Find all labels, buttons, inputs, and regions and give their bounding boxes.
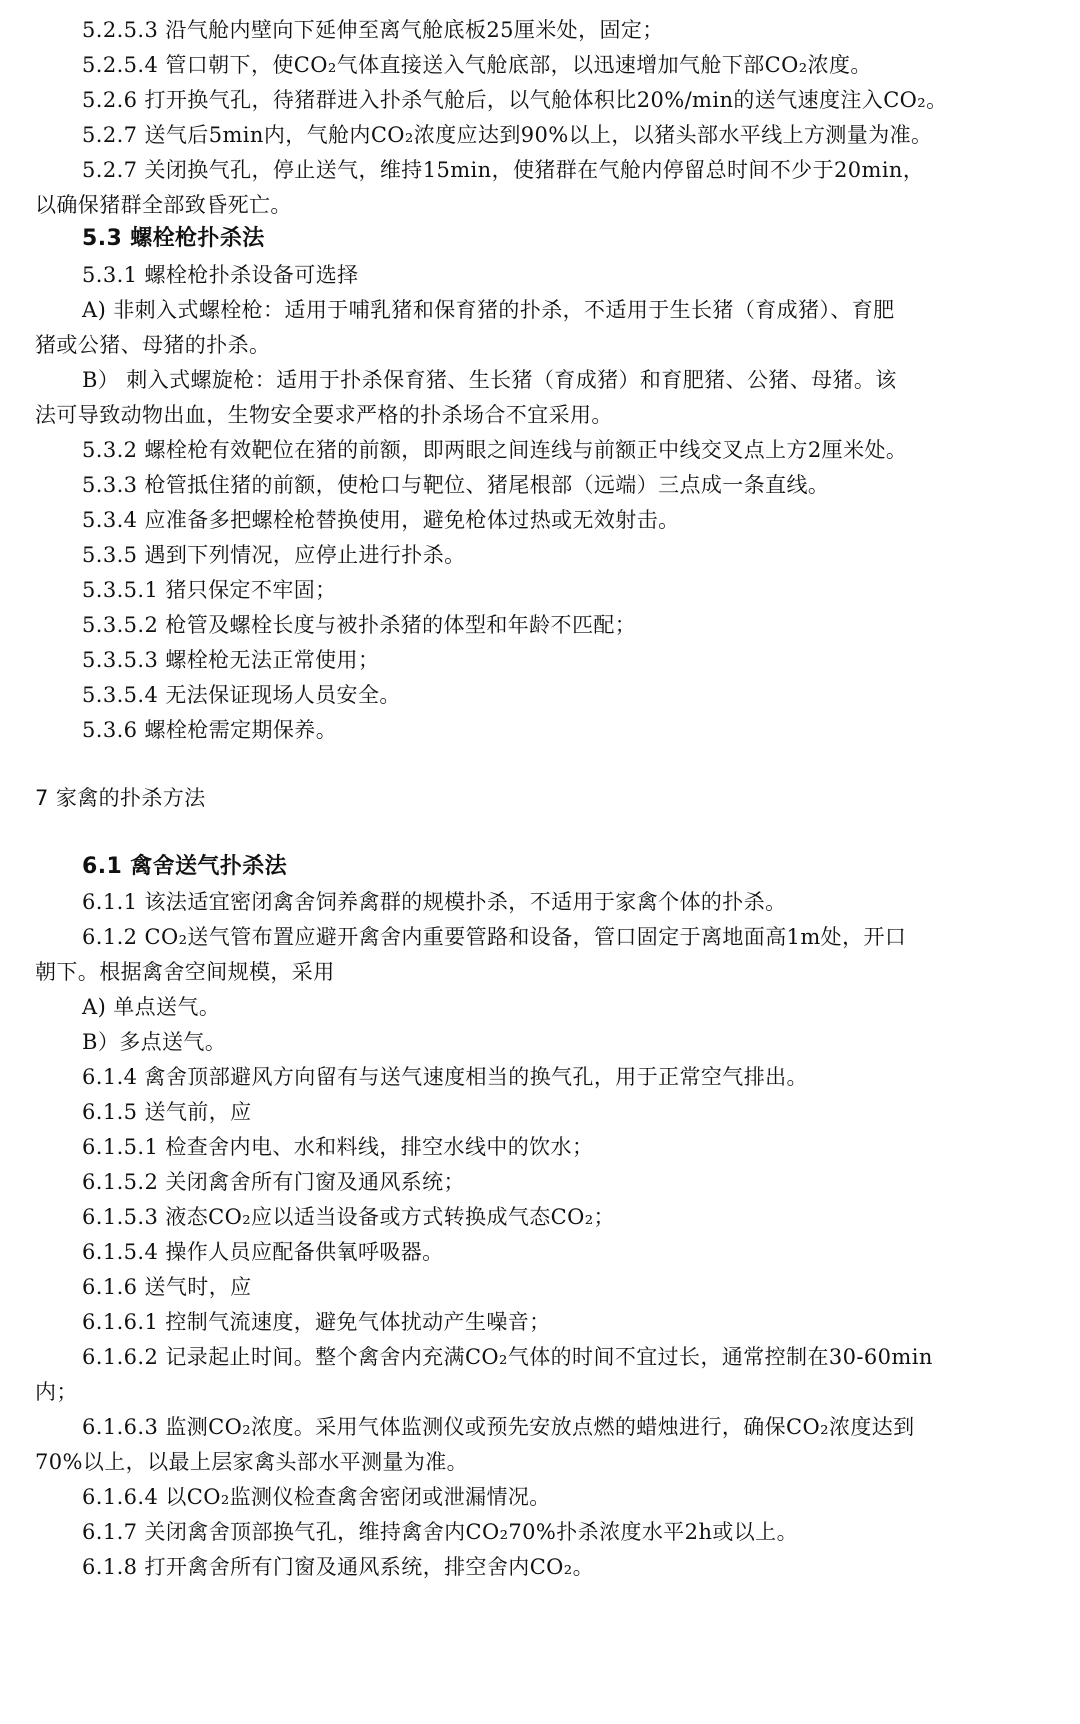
clause-6-1-2-a: A) 单点送气。 [82,995,221,1019]
clause-5-3-5-4: 5.3.5.4 无法保证现场人员安全。 [82,683,401,707]
clause-5-3-4: 5.3.4 应准备多把螺栓枪替换使用，避免枪体过热或无效射击。 [82,508,680,532]
clause-5-3-1-a-continuation: 猪或公猪、母猪的扑杀。 [35,333,271,357]
clause-6-1-5-2: 6.1.5.2 关闭禽舍所有门窗及通风系统； [82,1170,465,1194]
clause-6-1-8: 6.1.8 打开禽舍所有门窗及通风系统，排空舍内CO₂。 [82,1555,595,1579]
clause-5-3-1-a: A) 非刺入式螺栓枪：适用于哺乳猪和保育猪的扑杀，不适用于生长猪（育成猪）、育肥 [82,298,895,322]
clause-6-1-6-2: 6.1.6.2 记录起止时间。整个禽舍内充满CO₂气体的时间不宜过长，通常控制在30-60min [82,1345,933,1369]
clause-5-3-1-b: B） 刺入式螺旋枪：适用于扑杀保育猪、生长猪（育成猪）和育肥猪、公猪、母猪。该 [82,368,897,392]
clause-6-1-6-3: 6.1.6.3 监测CO₂浓度。采用气体监测仪或预先安放点燃的蜡烛进行，确保CO₂浓度达到 [82,1415,915,1439]
clause-5-3-3: 5.3.3 枪管抵住猪的前额，使枪口与靶位、猪尾根部（远端）三点成一条直线。 [82,473,830,497]
clause-5-3-5: 5.3.5 遇到下列情况，应停止进行扑杀。 [82,543,466,567]
chapter-heading-7: 7 家禽的扑杀方法 [35,786,206,810]
clause-6-1-5: 6.1.5 送气前，应 [82,1100,252,1124]
clause-6-1-2-b: B）多点送气。 [82,1030,227,1054]
clause-6-1-2-continuation: 朝下。根据禽舍空间规模，采用 [35,960,335,984]
clause-5-2-6: 5.2.6 打开换气孔，待猪群进入扑杀气舱后，以气舱体积比20%/min的送气速度注入CO₂。 [82,88,948,112]
section-heading-6-1: 6.1 禽舍送气扑杀法 [82,854,288,879]
clause-6-1-6-1: 6.1.6.1 控制气流速度，避免气体扰动产生噪音； [82,1310,551,1334]
clause-5-2-5-4: 5.2.5.4 管口朝下，使CO₂气体直接送入气舱底部，以迅速增加气舱下部CO₂浓度。 [82,53,872,77]
clause-5-3-1: 5.3.1 螺栓枪扑杀设备可选择 [82,263,359,287]
clause-5-3-2: 5.3.2 螺栓枪有效靶位在猪的前额，即两眼之间连线与前额正中线交叉点上方2厘米处。 [82,438,908,462]
clause-6-1-5-4: 6.1.5.4 操作人员应配备供氧呼吸器。 [82,1240,444,1264]
clause-5-3-1-b-continuation: 法可导致动物出血，生物安全要求严格的扑杀场合不宜采用。 [35,403,613,427]
clause-5-3-5-2: 5.3.5.2 枪管及螺栓长度与被扑杀猪的体型和年龄不匹配； [82,613,637,637]
clause-6-1-4: 6.1.4 禽舍顶部避风方向留有与送气速度相当的换气孔，用于正常空气排出。 [82,1065,808,1089]
clause-6-1-2: 6.1.2 CO₂送气管布置应避开禽舍内重要管路和设备，管口固定于离地面高1m处，开口 [82,925,907,949]
clause-5-2-5-3: 5.2.5.3 沿气舱内壁向下延伸至离气舱底板25厘米处，固定； [82,18,664,42]
clause-5-2-7-b: 5.2.7 关闭换气孔，停止送气，维持15min，使猪群在气舱内停留总时间不少于20min， [82,158,925,182]
clause-6-1-6-4: 6.1.6.4 以CO₂监测仪检查禽舍密闭或泄漏情况。 [82,1485,551,1509]
clause-5-3-5-3: 5.3.5.3 螺栓枪无法正常使用； [82,648,380,672]
clause-6-1-6-2-continuation: 内； [35,1380,78,1404]
clause-6-1-6-3-continuation: 70%以上，以最上层家禽头部水平测量为准。 [35,1450,469,1474]
clause-6-1-7: 6.1.7 关闭禽舍顶部换气孔，维持禽舍内CO₂70%扑杀浓度水平2h或以上。 [82,1520,798,1544]
clause-6-1-5-3: 6.1.5.3 液态CO₂应以适当设备或方式转换成气态CO₂； [82,1205,615,1229]
clause-5-2-7-a: 5.2.7 送气后5min内，气舱内CO₂浓度应达到90%以上，以猪头部水平线上方测量为准。 [82,123,933,147]
clause-5-3-5-1: 5.3.5.1 猪只保定不牢固； [82,578,337,602]
clause-6-1-6: 6.1.6 送气时，应 [82,1275,252,1299]
clause-5-3-6: 5.3.6 螺栓枪需定期保养。 [82,718,338,742]
clause-6-1-1: 6.1.1 该法适宜密闭禽舍饲养禽群的规模扑杀，不适用于家禽个体的扑杀。 [82,890,787,914]
section-heading-5-3: 5.3 螺栓枪扑杀法 [82,226,265,251]
clause-6-1-5-1: 6.1.5.1 检查舍内电、水和料线，排空水线中的饮水； [82,1135,594,1159]
clause-5-2-7-b-continuation: 以确保猪群全部致昏死亡。 [35,193,292,217]
